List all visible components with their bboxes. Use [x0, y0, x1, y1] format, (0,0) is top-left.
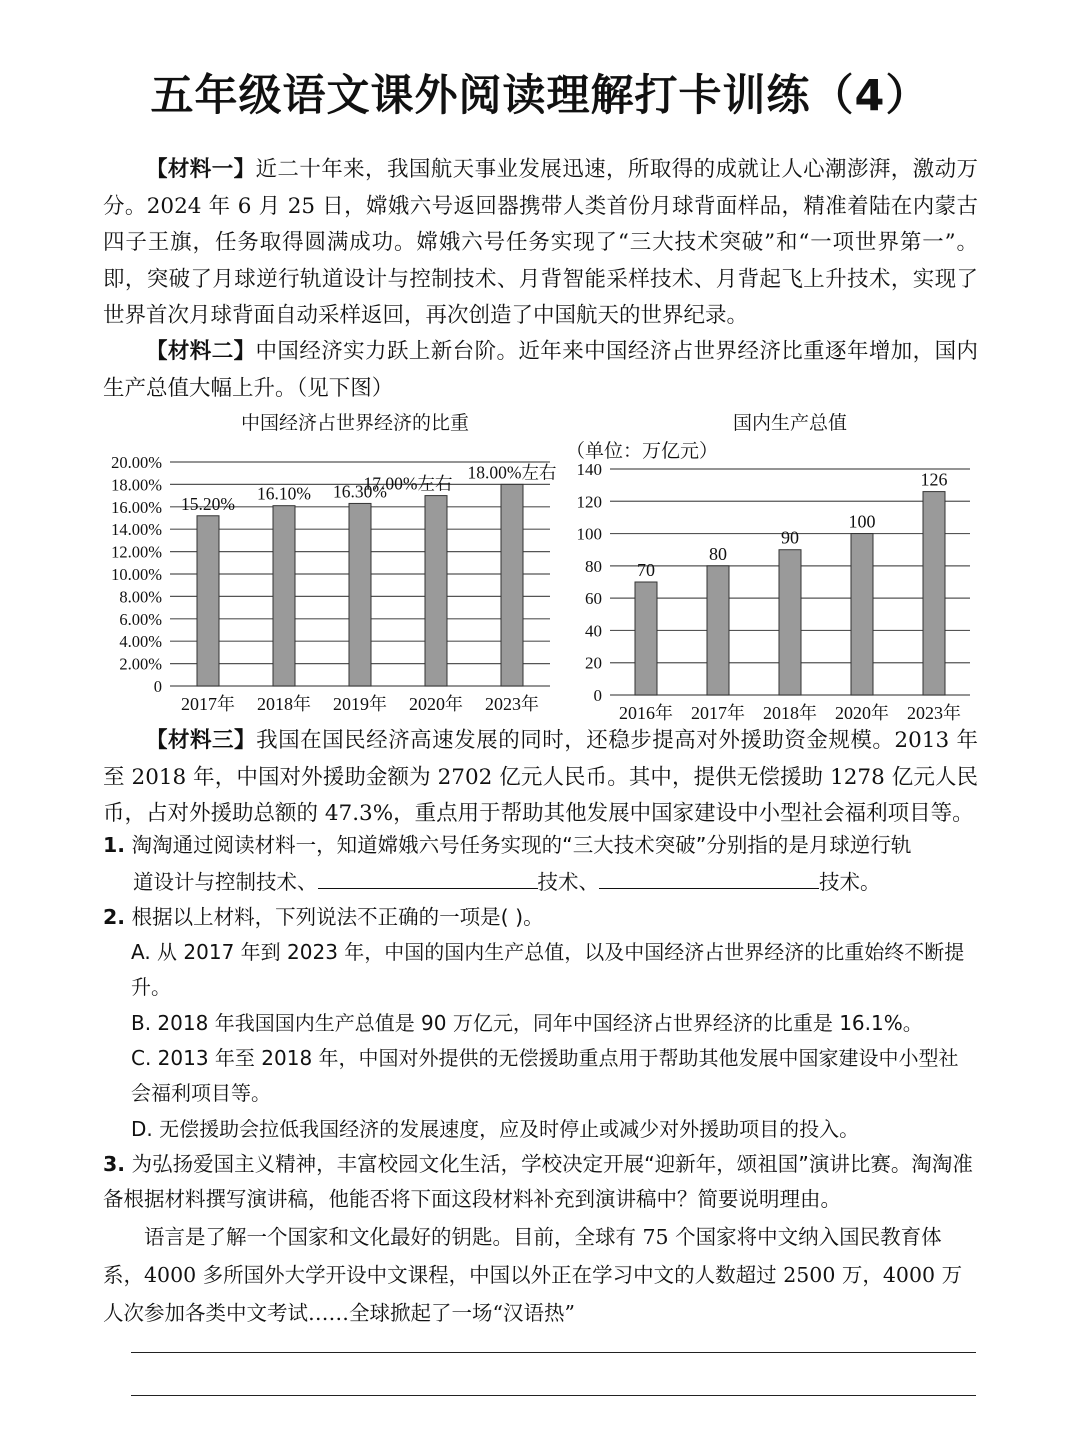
x-tick-label: 2023年	[907, 703, 961, 723]
material-1-text: 近二十年来，我国航天事业发展迅速，所取得的成就让人心潮澎湃，激动万分。2024 年 6 月 25 日，嫦娥六号返回器携带人类首份月球背面样品，精准着陆在内蒙古四子王旗，任务取得圆满成功。嫦娥六号任务实现了“三大技术突破”和“一项世界第一”。即，突破了月球逆行轨道设计与控制技术、月背智能采样技术、月背起飞上升技术，实现了世界首次月球背面自动采样返回，再次创造了中国航天的世界纪录。	[103, 157, 978, 328]
y-tick-label: 16.00%	[111, 497, 162, 517]
y-tick-label: 20	[585, 653, 602, 673]
answer-blank-2[interactable]	[599, 866, 819, 889]
question-2-number: 2.	[103, 905, 126, 929]
y-tick-label: 4.00%	[119, 632, 162, 652]
y-tick-label: 8.00%	[119, 587, 162, 607]
bar	[779, 550, 801, 695]
chart-2-title: 国内生产总值	[732, 412, 847, 434]
question-3-text: 为弘扬爱国主义精神，丰富校园文化生活，学校决定开展“迎新年，颂祖国”演讲比赛。淘淘准备根据材料撰写演讲稿，他能否将下面这段材料补充到演讲稿中？简要说明理由。	[103, 1152, 973, 1211]
x-tick-label: 2019年	[333, 694, 387, 714]
x-tick-label: 2017年	[691, 703, 745, 723]
chart-gdp	[560, 455, 980, 730]
material-2-text: 中国经济实力跃上新台阶。近年来中国经济占世界经济比重逐年增加，国内生产总值大幅上升。（见下图）	[103, 339, 978, 401]
material-2-tag: 【材料二】	[146, 339, 256, 364]
y-tick-label: 80	[585, 556, 602, 576]
material-3-text: 我国在国民经济高速发展的同时，还稳步提高对外援助资金规模。2013 年至 2018 年，中国对外援助金额为 2702 亿元人民币。其中，提供无偿援助 1278 亿元人民币，占对外援助总额的 47.3%，重点用于帮助其他发展中国家建设中小型社会福利项目等。	[103, 728, 978, 826]
question-1-mid: 技术、	[537, 870, 599, 894]
question-2-text: 根据以上材料，下列说法不正确的一项是( )。	[131, 905, 544, 929]
material-1	[103, 152, 978, 335]
option-d[interactable]: D. 无偿援助会拉低我国经济的发展速度，应及时停止或减少对外援助项目的投入。	[131, 1117, 860, 1141]
data-label: 100	[848, 511, 876, 532]
question-3-quote: 语言是了解一个国家和文化最好的钥匙。目前，全球有 75 个国家将中文纳入国民教育体系，4000 多所国外大学开设中文课程，中国以外正在学习中文的人数超过 2500 万，4000 万人次参加各类中文考试……全球掀起了一场“汉语热”	[103, 1225, 963, 1325]
bar	[273, 506, 295, 686]
y-tick-label: 140	[576, 460, 602, 479]
data-label: 126	[920, 469, 948, 490]
data-label: 80	[709, 543, 727, 564]
y-tick-label: 0	[153, 677, 162, 696]
question-1	[103, 828, 978, 863]
x-tick-label: 2016年	[619, 703, 673, 723]
data-label: 17.00%左右	[363, 473, 453, 494]
bar	[635, 582, 657, 695]
y-tick-label: 6.00%	[119, 609, 162, 629]
material-2	[103, 334, 978, 407]
option-a[interactable]: A. 从 2017 年到 2023 年，中国的国内生产总值，以及中国经济占世界经济的比重始终不断提升。	[131, 940, 965, 999]
x-tick-label: 2020年	[835, 703, 889, 723]
y-tick-label: 0	[593, 686, 602, 705]
bar	[197, 516, 219, 686]
question-2	[103, 900, 978, 935]
x-tick-label: 2017年	[181, 694, 235, 714]
material-1-tag: 【材料一】	[146, 157, 256, 182]
bar	[851, 534, 873, 695]
y-tick-label: 14.00%	[111, 520, 162, 540]
data-label: 16.10%	[257, 483, 311, 504]
y-tick-label: 12.00%	[111, 542, 162, 562]
data-label: 15.20%	[181, 493, 235, 514]
data-label: 16.30%	[333, 481, 387, 502]
question-1-line2	[133, 865, 1008, 900]
x-tick-label: 2023年	[485, 694, 539, 714]
x-tick-label: 2018年	[257, 694, 311, 714]
question-1-text: 淘淘通过阅读材料一，知道嫦娥六号任务实现的“三大技术突破”分别指的是月球逆行轨	[131, 833, 912, 857]
answer-blank-1[interactable]	[318, 866, 538, 889]
question-1-line2-start: 道设计与控制技术、	[133, 870, 318, 894]
page-title: 五年级语文课外阅读理解打卡训练（4）	[150, 71, 930, 121]
y-tick-label: 20.00%	[111, 453, 162, 472]
bar	[707, 566, 729, 695]
y-tick-label: 40	[585, 621, 602, 641]
data-label: 70	[637, 560, 655, 580]
answer-line-1[interactable]	[131, 1352, 976, 1353]
option-c[interactable]: C. 2013 年至 2018 年，中国对外提供的无偿援助重点用于帮助其他发展中国家建设中小型社会福利项目等。	[131, 1046, 959, 1105]
data-label: 18.00%左右	[467, 462, 557, 483]
bar	[501, 484, 523, 686]
bar	[923, 492, 945, 695]
question-1-end: 技术。	[819, 870, 881, 894]
x-tick-label: 2020年	[409, 694, 463, 714]
x-tick-label: 2018年	[763, 703, 817, 723]
answer-line-2[interactable]	[131, 1395, 976, 1396]
y-tick-label: 120	[576, 492, 602, 512]
question-1-number: 1.	[103, 833, 126, 857]
question-3	[103, 1147, 978, 1217]
chart-share-of-world-economy	[90, 440, 560, 730]
y-tick-label: 100	[576, 524, 602, 544]
data-label: 90	[781, 527, 799, 548]
y-tick-label: 18.00%	[111, 475, 162, 495]
y-tick-label: 10.00%	[111, 565, 162, 584]
bar	[425, 496, 447, 686]
option-b[interactable]: B. 2018 年我国国内生产总值是 90 万亿元，同年中国经济占世界经济的比重是 16.1%。	[131, 1011, 923, 1035]
bar	[349, 503, 371, 686]
material-3	[103, 723, 978, 833]
material-3-tag: 【材料三】	[146, 728, 257, 753]
y-tick-label: 2.00%	[119, 654, 162, 674]
chart-2-unit: （单位：万亿元）	[566, 440, 719, 462]
chart-1-title: 中国经济占世界经济的比重	[240, 412, 469, 434]
question-3-number: 3.	[103, 1152, 126, 1176]
y-tick-label: 60	[585, 589, 602, 609]
